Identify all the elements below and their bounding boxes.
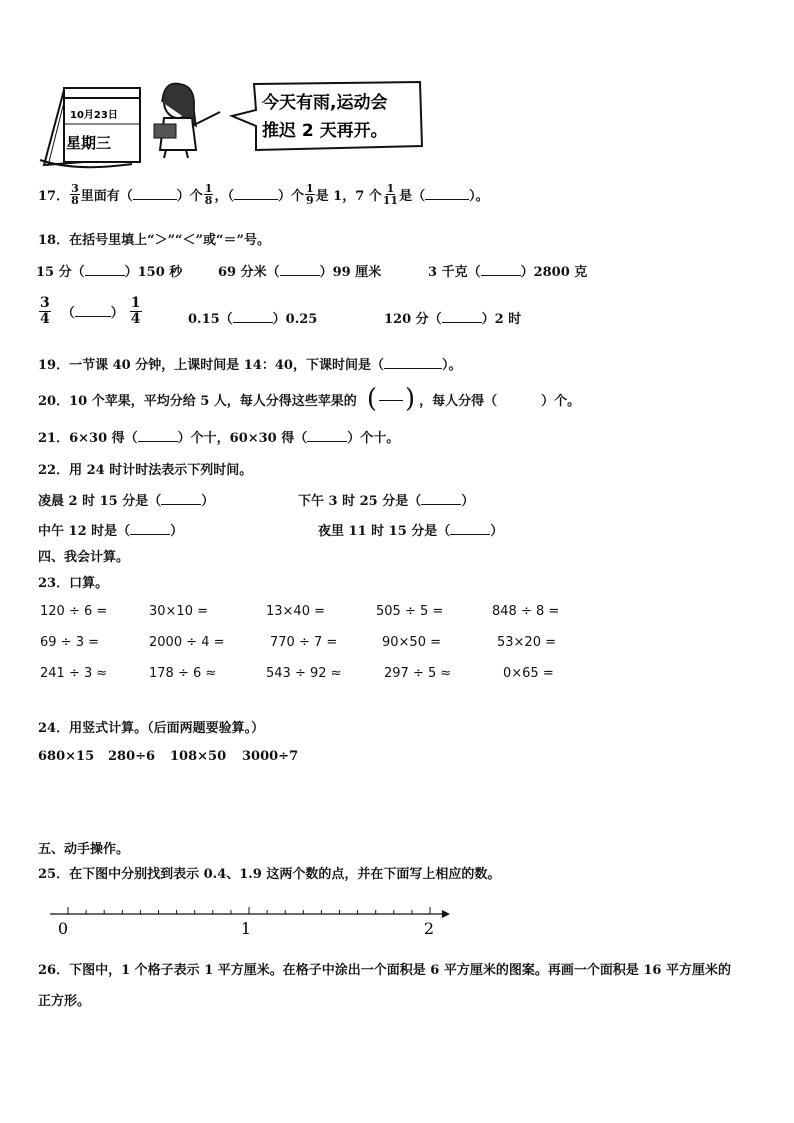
answer-blank[interactable]	[234, 189, 278, 200]
fraction-3-8: $\frac{3}{8}$	[71, 182, 79, 207]
speech-line-2: 推迟 2 天再开。	[262, 121, 388, 141]
answer-blank[interactable]	[280, 265, 320, 276]
section-5-heading: 五、动手操作。	[38, 842, 130, 857]
answer-blank[interactable]	[384, 358, 442, 369]
question-21: 21．6×30 得（ ）个十，60×30 得（ ）个十。	[38, 431, 400, 446]
vertical-calc-item: 3000÷7	[242, 749, 299, 764]
answer-blank[interactable]	[421, 494, 461, 505]
question-25: 25．在下图中分别找到表示 0.4、1.9 这两个数的点，并在下面写上相应的数。	[38, 867, 501, 882]
question-26-line-2: 正方形。	[38, 994, 91, 1009]
question-22-title: 22．用 24 时计时法表示下列时间。	[38, 463, 253, 478]
calc-cell: 297 ÷ 5 ≈	[384, 666, 452, 681]
question-24-title: 24．用竖式计算。（后面两题要验算。）	[38, 721, 265, 736]
fraction-1-8: $\frac{1}{8}$	[204, 182, 213, 207]
calc-cell: 543 ÷ 92 ≈	[266, 666, 342, 681]
vertical-calc-item: 108×50	[170, 749, 227, 764]
vertical-calc-item: 680×15	[38, 749, 95, 764]
question-26-line-1: 26．下图中，1 个格子表示 1 平方厘米。在格子中涂出一个面积是 6 平方厘米的图案。再画一个面积是 16 平方厘米的	[38, 963, 731, 978]
fraction-1-11: $\frac{1}{11}$	[382, 182, 399, 207]
question-23-title: 23．口算。	[38, 576, 109, 591]
answer-blank[interactable]	[133, 189, 177, 200]
compare-item: 120 分（ ）2 时	[384, 312, 522, 327]
time-item: 中午 12 时是（ ）	[38, 524, 184, 539]
question-17: 17． $\frac{3}{8}$ 里面有（ ）个 $\frac{1}{8}$ ，（ ）个 $\frac{1}{9}$ 是 1，7 个 $\frac{1}{11}$ 是（ ）。	[38, 182, 489, 207]
speech-bubble	[232, 82, 422, 150]
paren-left: (	[366, 384, 377, 414]
fraction-answer-blank[interactable]	[379, 400, 403, 401]
number-line-label-2: 2	[423, 919, 435, 938]
compare-item: 69 分米（ ）99 厘米	[218, 265, 382, 280]
arrow-right-icon	[442, 910, 450, 918]
calendar-date: 10月23日	[70, 110, 118, 121]
calc-cell: 53×20 =	[497, 635, 557, 650]
calc-cell: 241 ÷ 3 ≈	[40, 666, 108, 681]
answer-blank[interactable]	[130, 524, 170, 535]
number-line-label-1: 1	[240, 919, 252, 938]
number-line-label-0: 0	[57, 919, 69, 938]
answer-blank[interactable]	[233, 312, 273, 323]
calc-cell: 120 ÷ 6 =	[40, 604, 108, 619]
calc-cell: 770 ÷ 7 =	[270, 635, 338, 650]
answer-blank[interactable]	[442, 312, 482, 323]
number-line	[50, 900, 450, 940]
speech-line-1: 今天有雨,运动会	[262, 93, 388, 113]
compare-item-fractions: $\frac{3}{4}$ （ ） $\frac{1}{4}$	[40, 295, 141, 327]
time-item: 下午 3 时 25 分是（ ）	[298, 494, 475, 509]
calc-cell: 13×40 =	[266, 604, 326, 619]
time-item: 凌晨 2 时 15 分是（ ）	[38, 494, 215, 509]
answer-blank[interactable]	[75, 306, 111, 317]
section-4-heading: 四、我会计算。	[38, 550, 130, 565]
answer-blank[interactable]	[425, 189, 469, 200]
calc-cell: 30×10 =	[149, 604, 209, 619]
paren-right: )	[404, 384, 416, 414]
calc-cell: 848 ÷ 8 =	[492, 604, 560, 619]
calc-cell: 69 ÷ 3 =	[40, 635, 99, 650]
compare-item: 15 分（ ）150 秒	[36, 265, 183, 280]
answer-blank[interactable]	[307, 431, 347, 442]
calendar-icon	[40, 88, 140, 167]
fraction-1-9: $\frac{1}{9}$	[305, 182, 314, 207]
fraction-1-4: $\frac{1}{4}$	[130, 295, 141, 327]
calc-cell: 2000 ÷ 4 =	[149, 635, 225, 650]
compare-item: 3 千克（ ）2800 克	[428, 265, 588, 280]
fraction-3-4: $\frac{3}{4}$	[40, 295, 50, 327]
vertical-calc-item: 280÷6	[108, 749, 156, 764]
time-item: 夜里 11 时 15 分是（ ）	[318, 524, 504, 539]
calc-cell: 505 ÷ 5 =	[376, 604, 444, 619]
answer-blank[interactable]	[85, 265, 125, 276]
calc-cell: 90×50 =	[382, 635, 442, 650]
answer-blank[interactable]	[481, 265, 521, 276]
question-20: 20．10 个苹果，平均分给 5 人，每人分得这些苹果的 ( ) ，每人分得（ ）个。	[38, 384, 581, 414]
calc-cell: 0×65 =	[503, 666, 554, 681]
compare-item: 0.15（ ）0.25	[188, 312, 318, 327]
calc-cell: 178 ÷ 6 ≈	[149, 666, 217, 681]
question-19: 19．一节课 40 分钟，上课时间是 14：40，下课时间是（ ）。	[38, 358, 462, 373]
question-18-title: 18．在括号里填上“＞”“＜”或“＝”号。	[38, 233, 270, 248]
header-illustration	[36, 80, 436, 175]
answer-blank[interactable]	[138, 431, 178, 442]
answer-blank[interactable]	[161, 494, 201, 505]
teacher-figure	[154, 83, 220, 158]
answer-blank[interactable]	[450, 524, 490, 535]
calendar-weekday: 星期三	[66, 134, 112, 152]
